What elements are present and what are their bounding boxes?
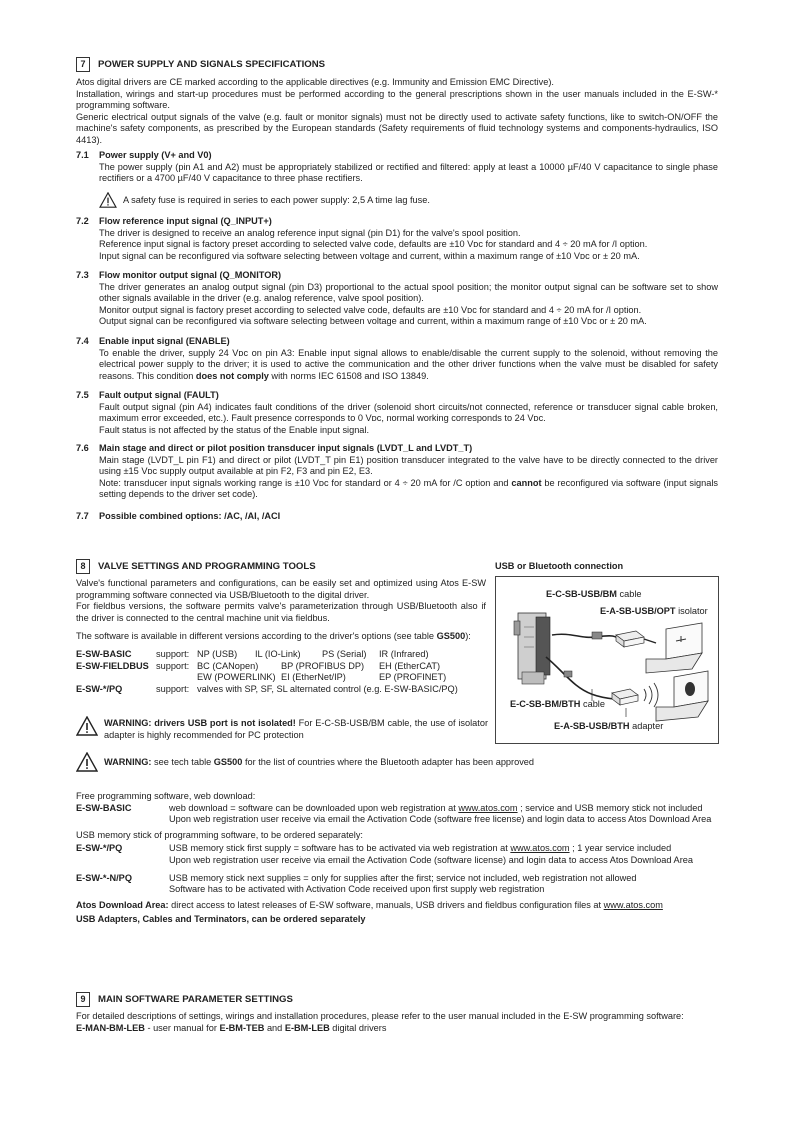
versions-table-ref: GS500 [436,631,466,642]
section-heading: MAIN SOFTWARE PARAMETER SETTINGS [98,993,293,1005]
section-8-intro [76,578,486,643]
driver-code: E-BM-LEB [284,1022,330,1033]
supply-text: USB memory stick first supply = software has to be activated via web registration at [169,843,511,854]
cable-label-suffix: cable [616,589,642,599]
fuse-warning-text: A safety fuse is required in series to each power supply: 2,5 A time lag fuse. [123,194,430,205]
subsection-number: 7.4 [76,336,89,346]
table-row [76,684,486,696]
isolator [616,631,644,647]
subsection-title: Flow monitor output signal (Q_MONITOR) [99,270,282,280]
option-cell: valves with SP, SF, SL alternated control (e.g. E-SW-BASIC/PQ) [197,683,458,694]
option-cell: PS (Serial) [322,649,367,659]
version-name: E-SW-BASIC [76,649,132,659]
supply-row [76,803,718,826]
bluetooth-adapter [612,689,638,705]
subsection-line: Fault status is not affected by the status of the Enable input signal. [99,424,370,435]
version-name: E-SW-*/PQ [76,683,123,694]
manual-text: digital drivers [329,1022,387,1033]
free-software-heading: Free programming software, web download: [76,791,256,801]
manual-text: - user manual for [144,1022,220,1033]
subsection-number: 7.1 [76,150,89,160]
support-label: support: [156,649,190,659]
subsection-line: The driver is designed to receive an analog reference input signal (pin D1) for the valve's spool position. [99,227,521,238]
driver-module [514,613,550,684]
section-heading: POWER SUPPLY AND SIGNALS SPECIFICATIONS [98,58,326,70]
warning-text: see tech table [151,757,214,767]
table-ref: GS500 [213,757,243,767]
section-8-title [76,559,486,574]
supply-text: Software has to be activated with Activation Code received upon first supply web registration [169,884,545,895]
subsection-7-4 [76,336,718,382]
subsection-line: The driver generates an analog output signal (pin D3) proportional to the actual spool position; the monitor output signal can be software set to show other signals available in the driver (e.g. analog reference, valve spool position). [99,281,718,304]
usb-adapters-note: USB Adapters, Cables and Terminators, can be ordered separately [76,914,366,925]
subsection-title: Enable input signal (ENABLE) [99,336,230,346]
bt-cable-label: E-C-SB-BM/BTH [510,699,581,709]
subsection-7-2 [76,216,718,262]
warning-text-end: for the list of countries where the Bluetooth adapter has been approved [242,757,535,767]
manual-code: E-MAN-BM-LEB [76,1022,145,1033]
download-area-label: Atos Download Area: [76,899,169,910]
warning-text: For E-C-SB-USB/BM cable, the use of isolator adapter is highly recommended for PC protection [104,718,489,740]
bt-cable-label-suffix: cable [580,699,605,709]
software-supply [76,791,718,926]
supply-text: Upon web registration user receive via email the Activation Code (software license) and login data to access Atos Download Area [169,854,693,865]
option-cell: EH (EtherCAT) [379,660,441,671]
version-name: E-SW-*/PQ [76,843,123,854]
usb-cable [552,634,621,641]
version-name: E-SW-FIELDBUS [76,660,149,671]
adapter-label-suffix: adapter [629,721,664,731]
warning-bold: WARNING: drivers USB port is not isolated! [104,718,296,728]
bluetooth-warning [76,752,718,772]
option-cell: BC (CANopen) [197,660,259,671]
subsection-title: Main stage and direct or pilot position transducer input signals (LVDT_L and LVDT_T) [99,443,473,453]
isolator-label-suffix: isolator [675,606,708,616]
section-heading: VALVE SETTINGS AND PROGRAMMING TOOLS [98,560,316,572]
supply-row [76,873,718,896]
connection-illustration [496,577,718,743]
cable-label: E-C-SB-USB/BM [546,589,617,599]
option-cell: IR (Infrared) [379,649,429,659]
supply-text: Upon web registration user receive via email the Activation Code (software free license) and login data to access Atos Download Area [169,814,712,825]
note-bold: cannot [511,477,542,488]
subsection-title: Power supply (V+ and V0) [99,150,212,160]
subsection-number: 7.5 [76,390,89,400]
software-versions-table [76,649,486,695]
table-row [76,661,486,673]
supply-text-end: ; 1 year service included [569,843,672,854]
manual-text: and [264,1022,285,1033]
subsection-7-6 [76,443,718,501]
intro-paragraph: Valve's functional parameters and configurations, can be easily set and optimized using Atos E-SW programming software connected via USB/Bluetooth to the digital driver. [76,578,486,600]
option-cell: EP (PROFINET) [379,672,447,683]
option-cell: EI (EtherNet/IP) [281,672,346,683]
supply-text-end: ; service and USB memory stick not included [517,802,703,813]
intro-paragraph: Atos digital drivers are CE marked according to the applicable directives (e.g. Immunity and Emission EMC Directive). [76,77,554,87]
subsection-7-7 [76,511,718,523]
support-label: support: [156,660,190,671]
option-cell: BP (PROFIBUS DP) [281,660,365,671]
version-name: E-SW-*-N/PQ [76,872,132,883]
section-9-text: For detailed descriptions of settings, wirings and installation procedures, please refer to the user manual included in the E-SW programming software: [76,1011,684,1021]
intro-paragraph: Generic electrical output signals of the valve (e.g. fault or monitor signals) must not be directly used to activate safety functions, like to switch-ON/OFF the machine's safety components, as prescribed by the European standards (Safety requirements of fluid technology systems and components-hydraulics, ISO 4413). [76,111,718,145]
warning-triangle-icon [99,192,117,208]
supply-text: web download = software can be downloaded upon web registration at [169,802,459,813]
subsection-number: 7.6 [76,443,89,453]
supply-row [76,843,718,866]
warning-triangle-icon [76,752,98,772]
warning-bold: WARNING: [104,757,152,767]
warning-triangle-icon [76,716,98,736]
supply-text: USB memory stick next supplies = only for supplies after the first; service not included, web registration not allowed [169,872,637,883]
subsection-text: The power supply (pin A1 and A2) must be appropriately stabilized or rectified and filtered: apply at least a 10000 µF/40 V capacitance to single phase rectifiers or a 4700 µF/40 V capacitance to three phase rectifiers. [99,161,718,184]
version-name: E-SW-BASIC [76,802,132,813]
subsection-line: Input signal can be reconfigured via software selecting between voltage and current, within a maximum range of ±10 Vᴅᴄ or ± 20 mA. [99,250,640,261]
atos-link[interactable]: www.atos.com [603,899,663,910]
intro-paragraph: Installation, wirings and start-up procedures must be performed according to the general prescriptions shown in the user manuals included in the E-SW-* programming software. [76,88,718,111]
subsection-line: Reference input signal is factory preset according to selected valve code, defaults are ±10 Vᴅᴄ for standard and 4 ÷ 20 mA for /I option. [99,239,648,250]
usb-box-title: USB or Bluetooth connection [495,561,624,571]
subsection-title: Fault output signal (FAULT) [99,390,219,400]
section-7-title [76,57,718,72]
section-9-title [76,992,718,1007]
subsection-number: 7.7 [76,511,89,521]
section-number: 7 [76,57,90,72]
table-row [76,672,486,684]
memory-stick-heading: USB memory stick of programming software, to be ordered separately: [76,829,363,840]
versions-text: The software is available in different versions according to the driver's options (see table [76,631,437,642]
driver-code: E-BM-TEB [219,1022,265,1033]
bluetooth-cable [546,657,614,699]
section-number: 8 [76,559,90,574]
subsection-7-5 [76,390,718,436]
support-label: support: [156,683,190,694]
download-area-text: direct access to latest releases of E-SW software, manuals, USB drivers and fieldbus configuration files at [168,899,604,910]
section-number: 9 [76,992,90,1007]
table-row [76,649,486,661]
enable-text-bold: does not comply [195,370,269,381]
subsection-7-3 [76,270,718,328]
enable-text: To enable the driver, supply 24 Vᴅᴄ on pin A3: Enable input signal allows to enable/disable the current supply to the solenoid, without removing the electrical power supply to the driver; it is used to active the communication and the other driver functions when the valve must be disabled for safety reasons. This condition [99,347,718,381]
laptop-icon [656,671,708,721]
atos-link[interactable]: www.atos.com [510,843,570,854]
isolator-label: E-A-SB-USB/OPT [600,606,676,616]
laptop-icon [646,623,702,673]
section-7-intro [76,77,718,147]
option-cell: EW (POWERLINK) [197,672,276,683]
option-cell: IL (IO-Link) [255,649,301,659]
subsection-line: Monitor output signal is factory preset according to selected valve code, defaults are ±10 Vᴅᴄ for standard and 4 ÷ 20 mA for /I option. [99,304,642,315]
enable-text-end: with norms IEC 61508 and ISO 13849. [268,370,429,381]
usb-isolation-warning [76,716,488,741]
usb-connection-diagram [495,576,719,744]
subsection-line: Main stage (LVDT_L pin F1) and direct or pilot (LVDT_T pin E1) position transducer integrated to the valve have to be directly connected to the driver using ±15 Vᴅᴄ supply output available at pin F2, F3 and pin E2, E3. [99,454,718,477]
intro-paragraph: For fieldbus versions, the software permits valve's parameterization through USB/Bluetooth also if the driver is connected to the central machine unit via fieldbus. [76,601,486,623]
versions-text-end: ): [465,631,471,642]
subsection-7-1 [76,150,718,208]
subsection-title: Possible combined options: /AC, /AI, /ACI [99,511,281,521]
subsection-number: 7.3 [76,270,89,280]
note-text-end: be reconfigured via software (input signals setting depends to the driver set code). [99,477,718,500]
adapter-label: E-A-SB-USB/BTH [554,721,630,731]
note-text: Note: transducer input signals working range is ±10 Vᴅᴄ for standard or 4 ÷ 20 mA for /C option and [99,477,512,488]
subsection-line: Fault output signal (pin A4) indicates fault conditions of the driver (solenoid short circuits/not connected, reference or transducer signal cable broken, maximum error exceeded, etc.). Fault presence corresponds to 0 Vᴅᴄ, normal working corresponds to 24 Vᴅᴄ. [99,401,718,424]
subsection-number: 7.2 [76,216,89,226]
atos-link[interactable]: www.atos.com [458,802,518,813]
option-cell: NP (USB) [197,649,238,659]
section-9-body [76,1011,718,1034]
subsection-line: Output signal can be reconfigured via software selecting between voltage and current, within a maximum range of ±10 Vᴅᴄ or ± 20 mA. [99,316,647,327]
subsection-title: Flow reference input signal (Q_INPUT+) [99,216,272,226]
